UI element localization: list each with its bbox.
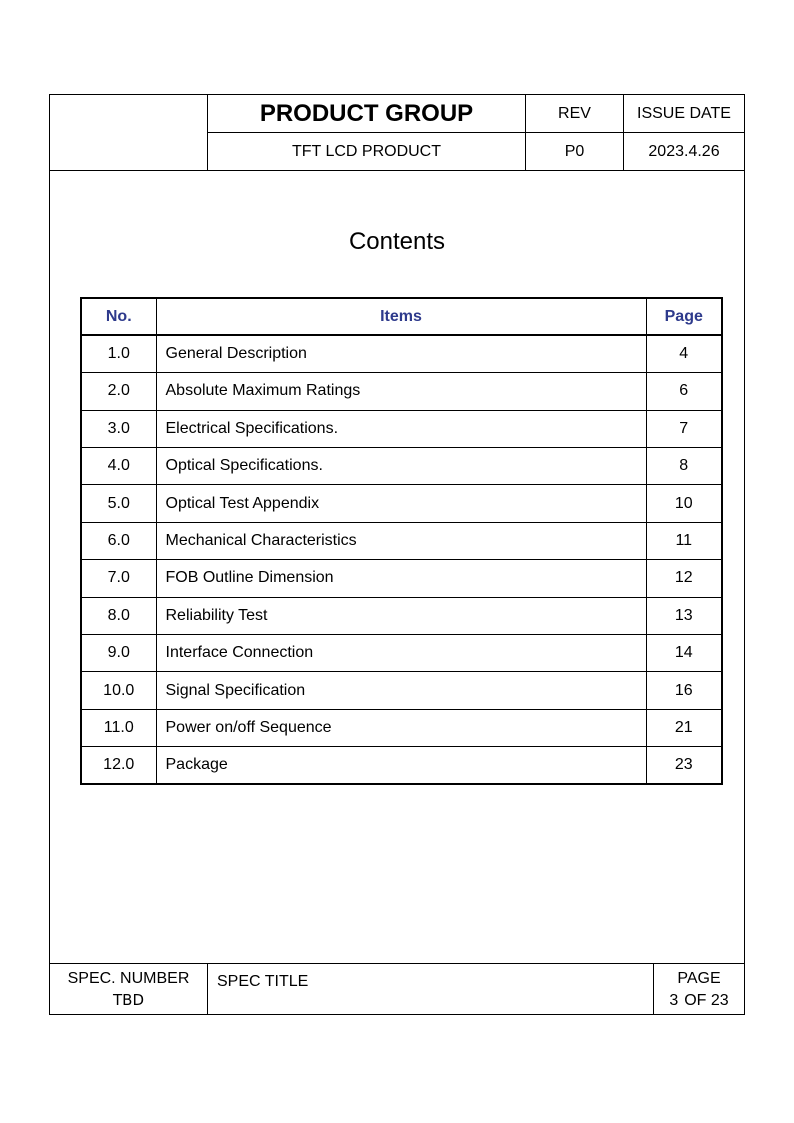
table-row: [81, 522, 722, 559]
row-page: 14: [646, 635, 722, 672]
spec-title-label: SPEC TITLE: [217, 973, 309, 990]
row-page: 7: [646, 410, 722, 447]
row-page: 16: [646, 672, 722, 709]
spec-number-label: SPEC. NUMBER: [67, 970, 190, 987]
page-total: OF 23: [684, 992, 729, 1009]
table-row: [81, 373, 722, 410]
column-header-page: Page: [646, 298, 722, 335]
row-page: 12: [646, 560, 722, 597]
issue-date-value: 2023.4.26: [648, 142, 720, 160]
table-row: [81, 485, 722, 522]
page-number: [654, 992, 744, 1010]
spec-number-value: TBD: [112, 991, 144, 1009]
document-footer: [50, 963, 744, 1015]
row-number: 12.0: [81, 747, 156, 784]
contents-table: [80, 297, 723, 785]
rev-value: P0: [526, 133, 624, 170]
row-page: 6: [646, 373, 722, 410]
row-number: 6.0: [81, 522, 156, 559]
row-item: Reliability Test: [156, 597, 646, 634]
row-item: General Description: [156, 335, 646, 372]
document-frame: [49, 94, 745, 1015]
row-number: 1.0: [81, 335, 156, 372]
row-item: Optical Specifications.: [156, 448, 646, 485]
row-number: 3.0: [81, 410, 156, 447]
row-page: 21: [646, 709, 722, 746]
row-number: 4.0: [81, 448, 156, 485]
document-header: [50, 95, 744, 171]
row-page: 13: [646, 597, 722, 634]
row-page: 23: [646, 747, 722, 784]
row-item: Absolute Maximum Ratings: [156, 373, 646, 410]
row-number: 11.0: [81, 709, 156, 746]
row-number: 8.0: [81, 597, 156, 634]
row-item: Electrical Specifications.: [156, 410, 646, 447]
row-number: 7.0: [81, 560, 156, 597]
table-row: [81, 597, 722, 634]
table-row: [81, 335, 722, 372]
row-item: Interface Connection: [156, 635, 646, 672]
row-item: Power on/off Sequence: [156, 709, 646, 746]
spec-title-cell: [208, 964, 654, 1015]
spec-number-cell: [50, 964, 208, 1015]
contents-table-body: [81, 335, 722, 784]
logo-cell: [50, 95, 208, 170]
row-number: 9.0: [81, 635, 156, 672]
column-header-no: No.: [81, 298, 156, 335]
product-group-heading: PRODUCT GROUP: [208, 95, 526, 133]
table-row: [81, 635, 722, 672]
table-row: [81, 747, 722, 784]
row-number: 2.0: [81, 373, 156, 410]
page-label: PAGE: [677, 970, 721, 987]
table-row: [81, 560, 722, 597]
contents-table-header-row: [81, 298, 722, 335]
row-item: Signal Specification: [156, 672, 646, 709]
row-item: Optical Test Appendix: [156, 485, 646, 522]
row-number: 5.0: [81, 485, 156, 522]
table-row: [81, 672, 722, 709]
row-page: 10: [646, 485, 722, 522]
table-row: [81, 410, 722, 447]
issue-date-label: ISSUE DATE: [624, 95, 744, 133]
page-current: 3: [669, 992, 679, 1009]
row-number: 10.0: [81, 672, 156, 709]
table-row: [81, 448, 722, 485]
row-page: 8: [646, 448, 722, 485]
column-header-items: Items: [156, 298, 646, 335]
product-name: TFT LCD PRODUCT: [208, 133, 526, 170]
row-page: 11: [646, 522, 722, 559]
row-item: FOB Outline Dimension: [156, 560, 646, 597]
row-item: Mechanical Characteristics: [156, 522, 646, 559]
table-row: [81, 709, 722, 746]
page-cell: [654, 964, 744, 1015]
row-item: Package: [156, 747, 646, 784]
rev-label: REV: [526, 95, 624, 133]
row-page: 4: [646, 335, 722, 372]
contents-title: Contents: [348, 228, 446, 255]
